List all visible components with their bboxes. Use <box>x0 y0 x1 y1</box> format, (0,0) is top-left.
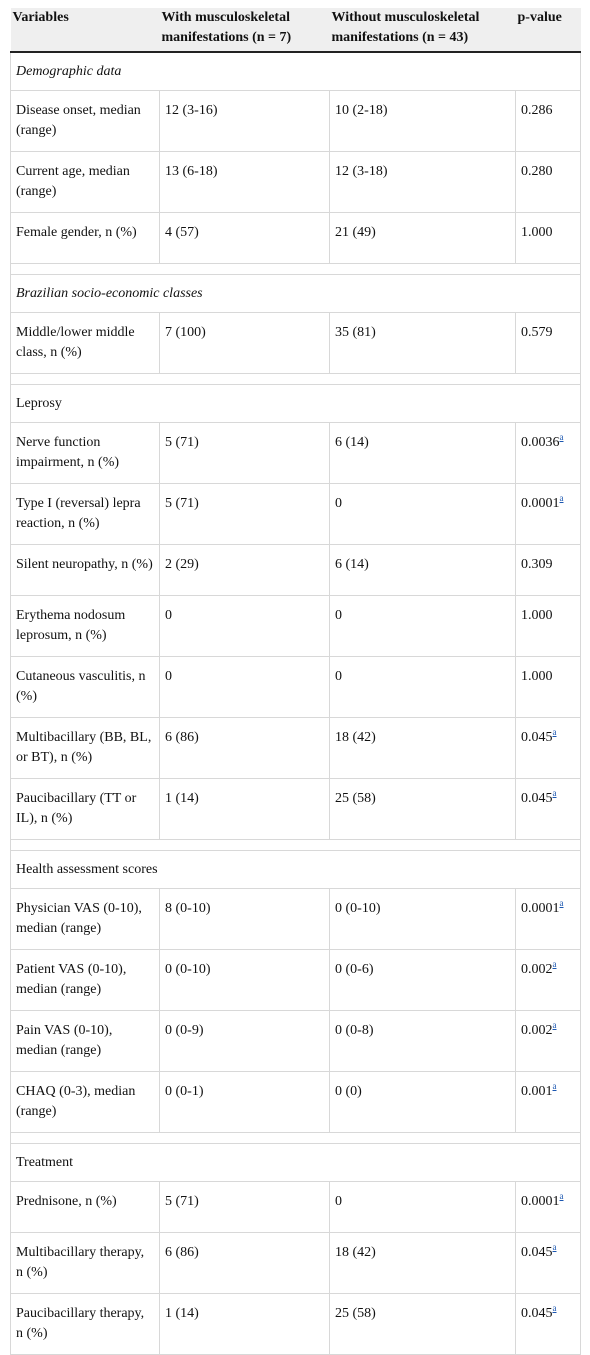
without-manifestations-cell: 0 (0-6) <box>330 950 516 1011</box>
p-value-cell <box>516 950 581 1011</box>
with-manifestations-cell: 5 (71) <box>160 1182 330 1233</box>
spacer-cell <box>11 264 581 275</box>
table-row <box>11 91 581 152</box>
p-value-cell <box>516 596 581 657</box>
without-manifestations-cell: 6 (14) <box>330 423 516 484</box>
table-row <box>11 596 581 657</box>
table-row <box>11 889 581 950</box>
header-variables: Variables <box>11 8 160 52</box>
p-value-text: 0.286 <box>521 103 553 118</box>
variable-cell: Female gender, n (%) <box>11 213 160 264</box>
without-manifestations-cell: 12 (3-18) <box>330 152 516 213</box>
variable-cell: Paucibacillary (TT or IL), n (%) <box>11 779 160 840</box>
variable-cell: Pain VAS (0-10), median (range) <box>11 1011 160 1072</box>
with-manifestations-cell: 6 (86) <box>160 1233 330 1294</box>
p-value-cell <box>516 545 581 596</box>
variable-cell: Prednisone, n (%) <box>11 1182 160 1233</box>
variable-cell: Silent neuropathy, n (%) <box>11 545 160 596</box>
table-row <box>11 950 581 1011</box>
section-header-row <box>11 385 581 423</box>
section-title: Demographic data <box>11 52 581 91</box>
without-manifestations-cell: 0 <box>330 657 516 718</box>
footnote-marker <box>553 725 557 738</box>
section-header-row <box>11 851 581 889</box>
header-with-manifestations: With musculoskeletal manifestations (n = 7) <box>160 8 330 52</box>
p-value-text: 0.0001 <box>521 1194 560 1209</box>
table-row <box>11 213 581 264</box>
p-value-cell <box>516 889 581 950</box>
p-value-text: 0.0036 <box>521 435 560 450</box>
section-header-row <box>11 275 581 313</box>
with-manifestations-cell: 0 (0-1) <box>160 1072 330 1133</box>
table-row <box>11 1182 581 1233</box>
variable-cell: Patient VAS (0-10), median (range) <box>11 950 160 1011</box>
variable-cell: CHAQ (0-3), median (range) <box>11 1072 160 1133</box>
p-value-text: 1.000 <box>521 225 553 240</box>
p-value-cell <box>516 657 581 718</box>
section-spacer <box>11 264 581 275</box>
variable-cell: Multibacillary (BB, BL, or BT), n (%) <box>11 718 160 779</box>
table-row <box>11 1011 581 1072</box>
p-value-text: 0.002 <box>521 1023 553 1038</box>
table-row <box>11 484 581 545</box>
section-header-row <box>11 52 581 91</box>
with-manifestations-cell: 13 (6-18) <box>160 152 330 213</box>
without-manifestations-cell: 0 (0-10) <box>330 889 516 950</box>
spacer-cell <box>11 840 581 851</box>
footnote-marker <box>553 786 557 799</box>
p-value-cell <box>516 213 581 264</box>
p-value-cell <box>516 779 581 840</box>
variable-cell: Erythema nodosum leprosum, n (%) <box>11 596 160 657</box>
p-value-cell <box>516 484 581 545</box>
with-manifestations-cell: 8 (0-10) <box>160 889 330 950</box>
variable-cell: Type I (reversal) lepra reaction, n (%) <box>11 484 160 545</box>
variable-cell: Disease onset, median (range) <box>11 91 160 152</box>
table-row <box>11 779 581 840</box>
with-manifestations-cell: 6 (86) <box>160 718 330 779</box>
with-manifestations-cell: 5 (71) <box>160 484 330 545</box>
footnote-link[interactable]: a <box>552 1242 557 1253</box>
variable-cell: Middle/lower middle class, n (%) <box>11 313 160 374</box>
footnote-marker <box>553 1079 557 1092</box>
p-value-text: 1.000 <box>521 669 553 684</box>
without-manifestations-cell: 0 <box>330 484 516 545</box>
section-title: Health assessment scores <box>11 851 581 889</box>
results-table-container <box>10 8 580 1355</box>
footnote-link[interactable]: a <box>559 432 564 443</box>
p-value-text: 0.045 <box>521 1245 553 1260</box>
without-manifestations-cell: 0 (0-8) <box>330 1011 516 1072</box>
variable-cell: Cutaneous vasculitis, n (%) <box>11 657 160 718</box>
footnote-link[interactable]: a <box>552 1081 557 1092</box>
header-p-value: p-value <box>516 8 581 52</box>
without-manifestations-cell: 10 (2-18) <box>330 91 516 152</box>
section-spacer <box>11 1133 581 1144</box>
with-manifestations-cell: 5 (71) <box>160 423 330 484</box>
without-manifestations-cell: 18 (42) <box>330 718 516 779</box>
footnote-marker <box>560 491 564 504</box>
p-value-cell <box>516 423 581 484</box>
header-without-manifestations: Without musculoskeletal manifestations (n = 43) <box>330 8 516 52</box>
p-value-text: 0.0001 <box>521 901 560 916</box>
footnote-marker <box>553 957 557 970</box>
variable-cell: Multibacillary therapy, n (%) <box>11 1233 160 1294</box>
without-manifestations-cell: 0 <box>330 1182 516 1233</box>
with-manifestations-cell: 0 <box>160 596 330 657</box>
without-manifestations-cell: 18 (42) <box>330 1233 516 1294</box>
footnote-marker <box>560 896 564 909</box>
p-value-text: 0.045 <box>521 1306 553 1321</box>
section-spacer <box>11 840 581 851</box>
variable-cell: Nerve function impairment, n (%) <box>11 423 160 484</box>
p-value-cell <box>516 152 581 213</box>
footnote-link[interactable]: a <box>552 1303 557 1314</box>
footnote-marker <box>553 1240 557 1253</box>
table-row <box>11 423 581 484</box>
footnote-marker <box>560 430 564 443</box>
p-value-text: 0.001 <box>521 1084 553 1099</box>
table-body <box>11 52 581 1355</box>
table-row <box>11 657 581 718</box>
with-manifestations-cell: 0 (0-9) <box>160 1011 330 1072</box>
footnote-link[interactable]: a <box>559 898 564 909</box>
without-manifestations-cell: 35 (81) <box>330 313 516 374</box>
table-row <box>11 718 581 779</box>
variable-cell: Current age, median (range) <box>11 152 160 213</box>
p-value-text: 0.045 <box>521 730 553 745</box>
footnote-link[interactable]: a <box>559 1191 564 1202</box>
p-value-text: 0.0001 <box>521 496 560 511</box>
with-manifestations-cell: 0 <box>160 657 330 718</box>
table-row <box>11 1294 581 1355</box>
with-manifestations-cell: 7 (100) <box>160 313 330 374</box>
without-manifestations-cell: 0 (0) <box>330 1072 516 1133</box>
footnote-marker <box>553 1018 557 1031</box>
variable-cell: Physician VAS (0-10), median (range) <box>11 889 160 950</box>
p-value-cell <box>516 1011 581 1072</box>
header-row <box>11 8 581 52</box>
footnote-marker <box>553 1301 557 1314</box>
spacer-cell <box>11 1133 581 1144</box>
with-manifestations-cell: 1 (14) <box>160 779 330 840</box>
table-row <box>11 545 581 596</box>
footnote-link[interactable]: a <box>552 788 557 799</box>
p-value-cell <box>516 1294 581 1355</box>
footnote-link[interactable]: a <box>552 1020 557 1031</box>
footnote-link[interactable]: a <box>552 959 557 970</box>
p-value-cell <box>516 91 581 152</box>
with-manifestations-cell: 12 (3-16) <box>160 91 330 152</box>
table-row <box>11 1072 581 1133</box>
p-value-text: 0.002 <box>521 962 553 977</box>
table-row <box>11 1233 581 1294</box>
p-value-cell <box>516 313 581 374</box>
without-manifestations-cell: 0 <box>330 596 516 657</box>
footnote-link[interactable]: a <box>552 727 557 738</box>
table-row <box>11 152 581 213</box>
section-spacer <box>11 374 581 385</box>
with-manifestations-cell: 2 (29) <box>160 545 330 596</box>
with-manifestations-cell: 0 (0-10) <box>160 950 330 1011</box>
footnote-marker <box>560 1189 564 1202</box>
without-manifestations-cell: 25 (58) <box>330 1294 516 1355</box>
p-value-text: 0.309 <box>521 557 553 572</box>
with-manifestations-cell: 1 (14) <box>160 1294 330 1355</box>
without-manifestations-cell: 6 (14) <box>330 545 516 596</box>
without-manifestations-cell: 25 (58) <box>330 779 516 840</box>
section-title: Leprosy <box>11 385 581 423</box>
table-row <box>11 313 581 374</box>
comparison-table <box>10 8 581 1355</box>
p-value-cell <box>516 1072 581 1133</box>
section-title: Brazilian socio-economic classes <box>11 275 581 313</box>
section-header-row <box>11 1144 581 1182</box>
p-value-cell <box>516 1233 581 1294</box>
p-value-text: 0.045 <box>521 791 553 806</box>
without-manifestations-cell: 21 (49) <box>330 213 516 264</box>
footnote-link[interactable]: a <box>559 493 564 504</box>
p-value-text: 1.000 <box>521 608 553 623</box>
variable-cell: Paucibacillary therapy, n (%) <box>11 1294 160 1355</box>
p-value-text: 0.579 <box>521 325 553 340</box>
spacer-cell <box>11 374 581 385</box>
p-value-cell <box>516 1182 581 1233</box>
section-title: Treatment <box>11 1144 581 1182</box>
p-value-cell <box>516 718 581 779</box>
with-manifestations-cell: 4 (57) <box>160 213 330 264</box>
p-value-text: 0.280 <box>521 164 553 179</box>
